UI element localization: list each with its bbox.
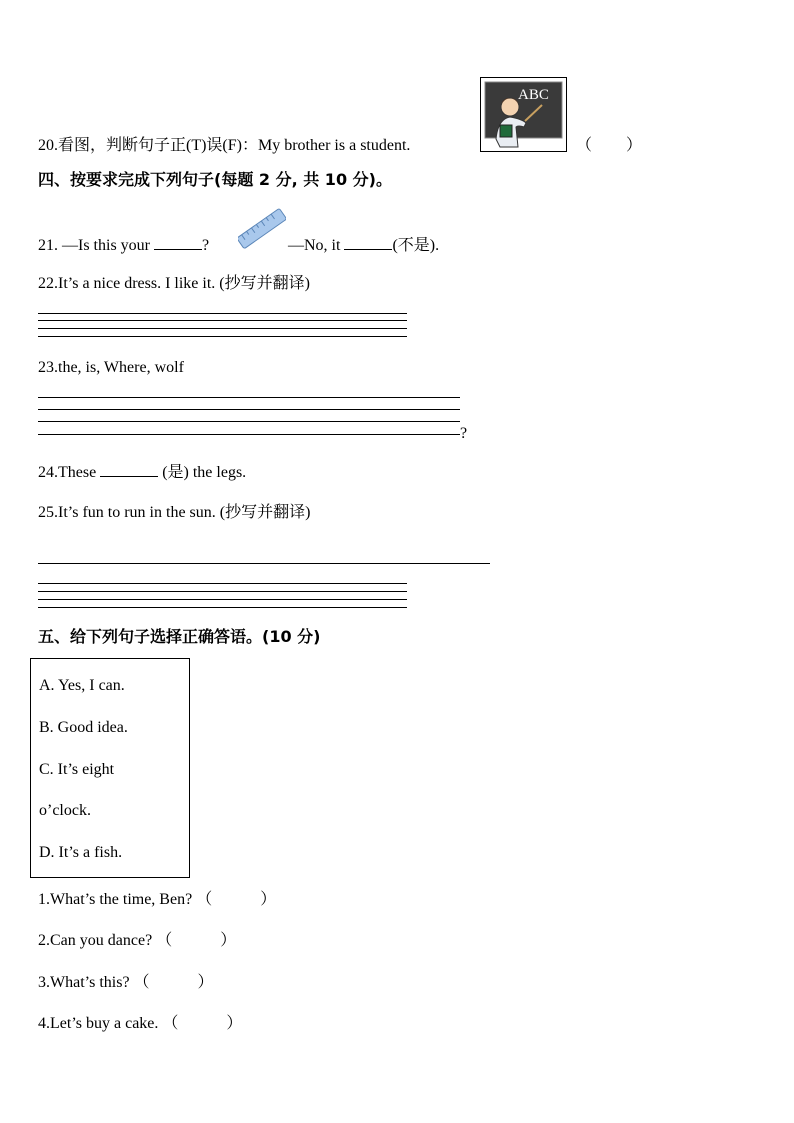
option-d: D. It’s a fish. [39,844,123,861]
answer-line[interactable] [38,397,460,398]
blackboard-label: ABC [518,87,549,103]
paren-open: （ [576,137,593,154]
match-question-4 [38,1014,242,1034]
question-21-blank-2[interactable] [344,235,392,250]
answer-line[interactable] [38,434,460,435]
answer-line[interactable] [38,328,407,329]
section-4-heading: 四、按要求完成下列句子(每题 2 分, 共 10 分)。 [38,170,392,189]
answer-paren[interactable]: （ ） [196,891,277,908]
section-5-heading: 五、给下列句子选择正确答语。(10 分) [38,627,321,646]
match-question-text: 1.What’s the time, Ben? [38,891,193,908]
question-20 [38,136,410,156]
answer-line[interactable] [38,563,490,564]
option-a: A. Yes, I can. [39,677,125,694]
question-24-part2: (是) the legs. [162,464,247,481]
options-box [30,658,190,878]
question-21 [38,235,209,256]
answer-line[interactable] [38,421,460,422]
match-question-2 [38,931,236,951]
question-22: 22.It’s a nice dress. I like it. (抄写并翻译) [38,275,310,292]
option-c: C. It’s eight [39,761,115,778]
match-question-text: 2.Can you dance? [38,932,153,949]
answer-line[interactable] [38,599,407,600]
question-20-text: 20.看图，判断句子正(T)误(F)：My brother is a student. [38,137,411,154]
answer-line[interactable] [38,591,407,592]
question-24-part1: 24.These [38,464,97,481]
answer-paren[interactable]: （ ） [162,1015,243,1032]
question-24 [38,462,246,483]
question-21-part4: (不是). [392,237,440,254]
answer-line[interactable] [38,607,407,608]
paren-close: ） [626,137,643,154]
answer-line[interactable] [38,320,407,321]
answer-paren[interactable]: （ ） [133,974,214,991]
answer-line[interactable] [38,409,460,410]
question-21-part2: ? [202,237,210,254]
match-question-1 [38,890,276,910]
question-21-part1: 21. —Is this your [38,237,150,254]
match-question-3 [38,973,214,993]
question-21-second [288,235,439,256]
option-b: B. Good idea. [39,719,128,736]
answer-line[interactable] [38,313,407,314]
option-c-continued: o’clock. [39,802,91,819]
question-21-part3: —No, it [288,237,341,254]
teacher-blackboard-image [480,77,567,152]
match-question-text: 3.What’s this? [38,974,130,991]
question-20-answer-paren[interactable] [576,136,642,156]
answer-line[interactable] [38,336,407,337]
question-24-blank[interactable] [100,462,158,477]
match-question-text: 4.Let’s buy a cake. [38,1015,159,1032]
question-21-blank-1[interactable] [154,235,202,250]
answer-paren[interactable]: （ ） [156,932,237,949]
question-23-end-mark: ? [460,425,468,442]
answer-line[interactable] [38,583,407,584]
ruler-image [238,206,286,252]
question-25: 25.It’s fun to run in the sun. (抄写并翻译) [38,504,311,521]
question-23: 23.the, is, Where, wolf [38,359,184,376]
